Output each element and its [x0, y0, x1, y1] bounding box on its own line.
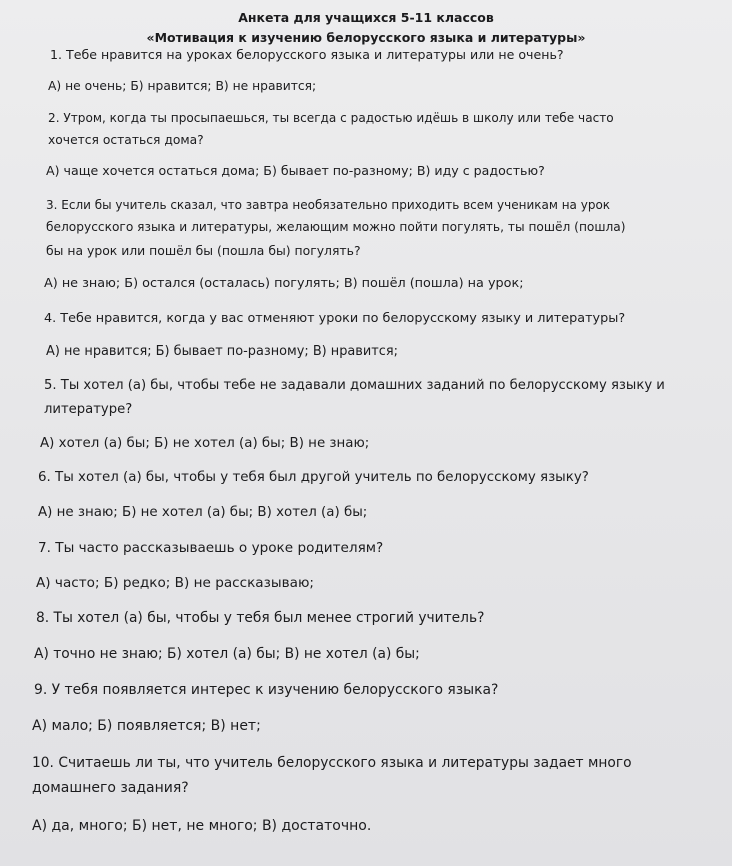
answer-7: А) часто; Б) редко; В) не рассказываю; — [36, 575, 314, 591]
answer-5: А) хотел (а) бы; Б) не хотел (а) бы; В) не знаю; — [40, 436, 370, 451]
answer-9: А) мало; Б) появляется; В) нет; — [32, 718, 261, 734]
answer-4: А) не нравится; Б) бывает по-разному; В) нравится; — [46, 344, 398, 359]
question-10-line-1: 10. Считаешь ли ты, что учитель белорусского языка и литературы задает много — [32, 755, 632, 771]
answer-8: А) точно не знаю; Б) хотел (а) бы; В) не хотел (а) бы; — [34, 646, 420, 662]
question-9-line-1: 9. У тебя появляется интерес к изучению белорусского языка? — [34, 682, 499, 698]
question-6-line-1: 6. Ты хотел (а) бы, чтобы у тебя был другой учитель по белорусскому языку? — [38, 470, 589, 485]
answer-2: А) чаще хочется остаться дома; Б) бывает по-разному; В) иду с радостью? — [46, 163, 545, 178]
question-2-line-1: 2. Утром, когда ты просыпаешься, ты всегда с радостью идёшь в школу или тебе часто — [48, 111, 614, 125]
question-3-line-3: бы на урок или пошёл бы (пошла бы) погулять? — [46, 243, 361, 258]
answer-1: А) не очень; Б) нравится; В) не нравится; — [48, 79, 317, 93]
question-3-line-2: белорусского языка и литературы, желающим можно пойти погулять, ты пошёл (пошла) — [46, 220, 626, 234]
question-5-line-1: 5. Ты хотел (а) бы, чтобы тебе не задавали домашних заданий по белорусскому языку и — [44, 378, 665, 393]
document-subtitle: «Мотивация к изучению белорусского языка и литературы» — [146, 30, 586, 45]
question-5-line-2: литературе? — [44, 402, 133, 417]
question-7-line-1: 7. Ты часто рассказываешь о уроке родителям? — [38, 540, 384, 556]
document-title: Анкета для учащихся 5-11 классов — [238, 10, 494, 25]
question-3-line-1: 3. Если бы учитель сказал, что завтра необязательно приходить всем ученикам на урок — [46, 198, 611, 212]
answer-10: А) да, много; Б) нет, не много; В) достаточно. — [32, 818, 372, 834]
answer-3: А) не знаю; Б) остался (осталась) погулять; В) пошёл (пошла) на урок; — [44, 276, 524, 291]
question-1-line-1: 1. Тебе нравится на уроках белорусского языка и литературы или не очень? — [50, 47, 564, 62]
answer-6: А) не знаю; Б) не хотел (а) бы; В) хотел (а) бы; — [38, 505, 368, 520]
question-2-line-2: хочется остаться дома? — [48, 133, 204, 147]
question-8-line-1: 8. Ты хотел (а) бы, чтобы у тебя был менее строгий учитель? — [36, 610, 485, 626]
question-4-line-1: 4. Тебе нравится, когда у вас отменяют уроки по белорусскому языку и литературы? — [44, 311, 626, 326]
question-10-line-2: домашнего задания? — [32, 780, 189, 796]
